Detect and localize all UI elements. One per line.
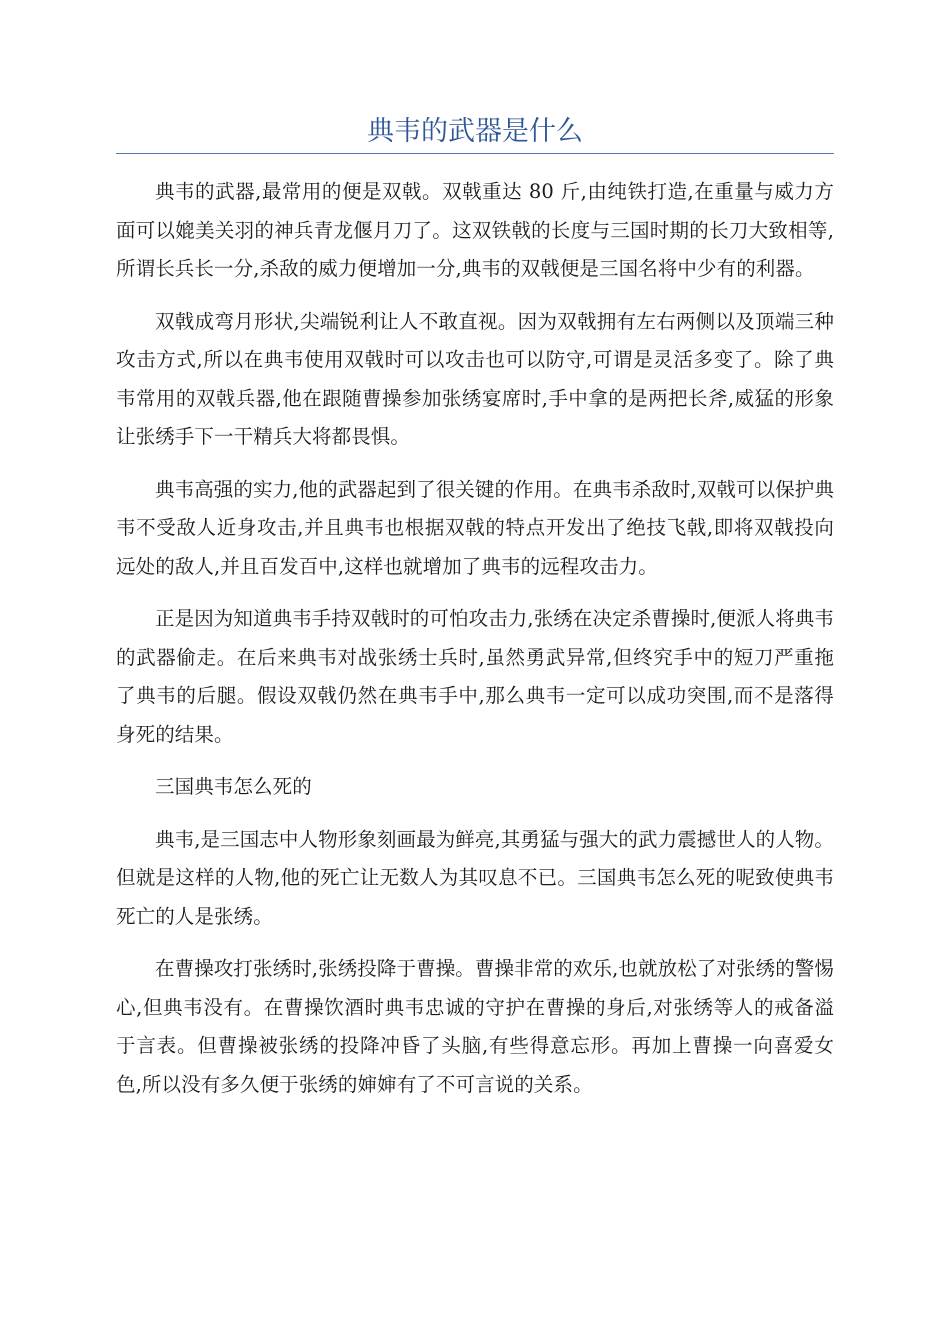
paragraph-1: 典韦的武器,最常用的便是双戟。双戟重达 80 斤,由纯铁打造,在重量与威力方面可以媲美关羽的神兵青龙偃月刀了。这双铁戟的长度与三国时期的长刀大致相等,所谓长兵长一分,杀敌的威力便增加一分,典韦的双戟便是三国名将中少有的利器。 <box>116 180 834 280</box>
paragraph-3: 典韦高强的实力,他的武器起到了很关键的作用。在典韦杀敌时,双戟可以保护典韦不受敌人近身攻击,并且典韦也根据双戟的特点开发出了绝技飞戟,即将双戟投向远处的敌人,并且百发百中,这样也就增加了典韦的远程攻击力。 <box>116 477 834 578</box>
page-title: 典韦的武器是什么 <box>367 116 583 147</box>
paragraph-6: 在曹操攻打张绣时,张绣投降于曹操。曹操非常的欢乐,也就放松了对张绣的警惕心,但典韦没有。在曹操饮酒时典韦忠诚的守护在曹操的身后,对张绣等人的戒备溢于言表。但曹操被张绣的投降冲昏了头脑,有些得意忘形。再加上曹操一向喜爱女色,所以没有多久便于张绣的婶婶有了不可言说的关系。 <box>116 957 834 1096</box>
paragraph-5: 典韦,是三国志中人物形象刻画最为鲜亮,其勇猛与强大的武力震撼世人的人物。但就是这样的人物,他的死亡让无数人为其叹息不已。三国典韦怎么死的呢致使典韦死亡的人是张绣。 <box>116 827 834 928</box>
title-underline <box>116 153 834 154</box>
section-heading: 三国典韦怎么死的 <box>155 775 312 798</box>
document-body <box>116 173 834 1118</box>
paragraph-4: 正是因为知道典韦手持双戟时的可怕攻击力,张绣在决定杀曹操时,便派人将典韦的武器偷走。在后来典韦对战张绣士兵时,虽然勇武异常,但终究手中的短刀严重拖了典韦的后腿。假设双戟仍然在典韦手中,那么典韦一定可以成功突围,而不是落得身死的结果。 <box>116 607 834 746</box>
paragraph-2: 双戟成弯月形状,尖端锐利让人不敢直视。因为双戟拥有左右两侧以及顶端三种攻击方式,所以在典韦使用双戟时可以攻击也可以防守,可谓是灵活多变了。除了典韦常用的双戟兵器,他在跟随曹操参加张绣宴席时,手中拿的是两把长斧,威猛的形象让张绣手下一干精兵大将都畏惧。 <box>116 309 834 448</box>
